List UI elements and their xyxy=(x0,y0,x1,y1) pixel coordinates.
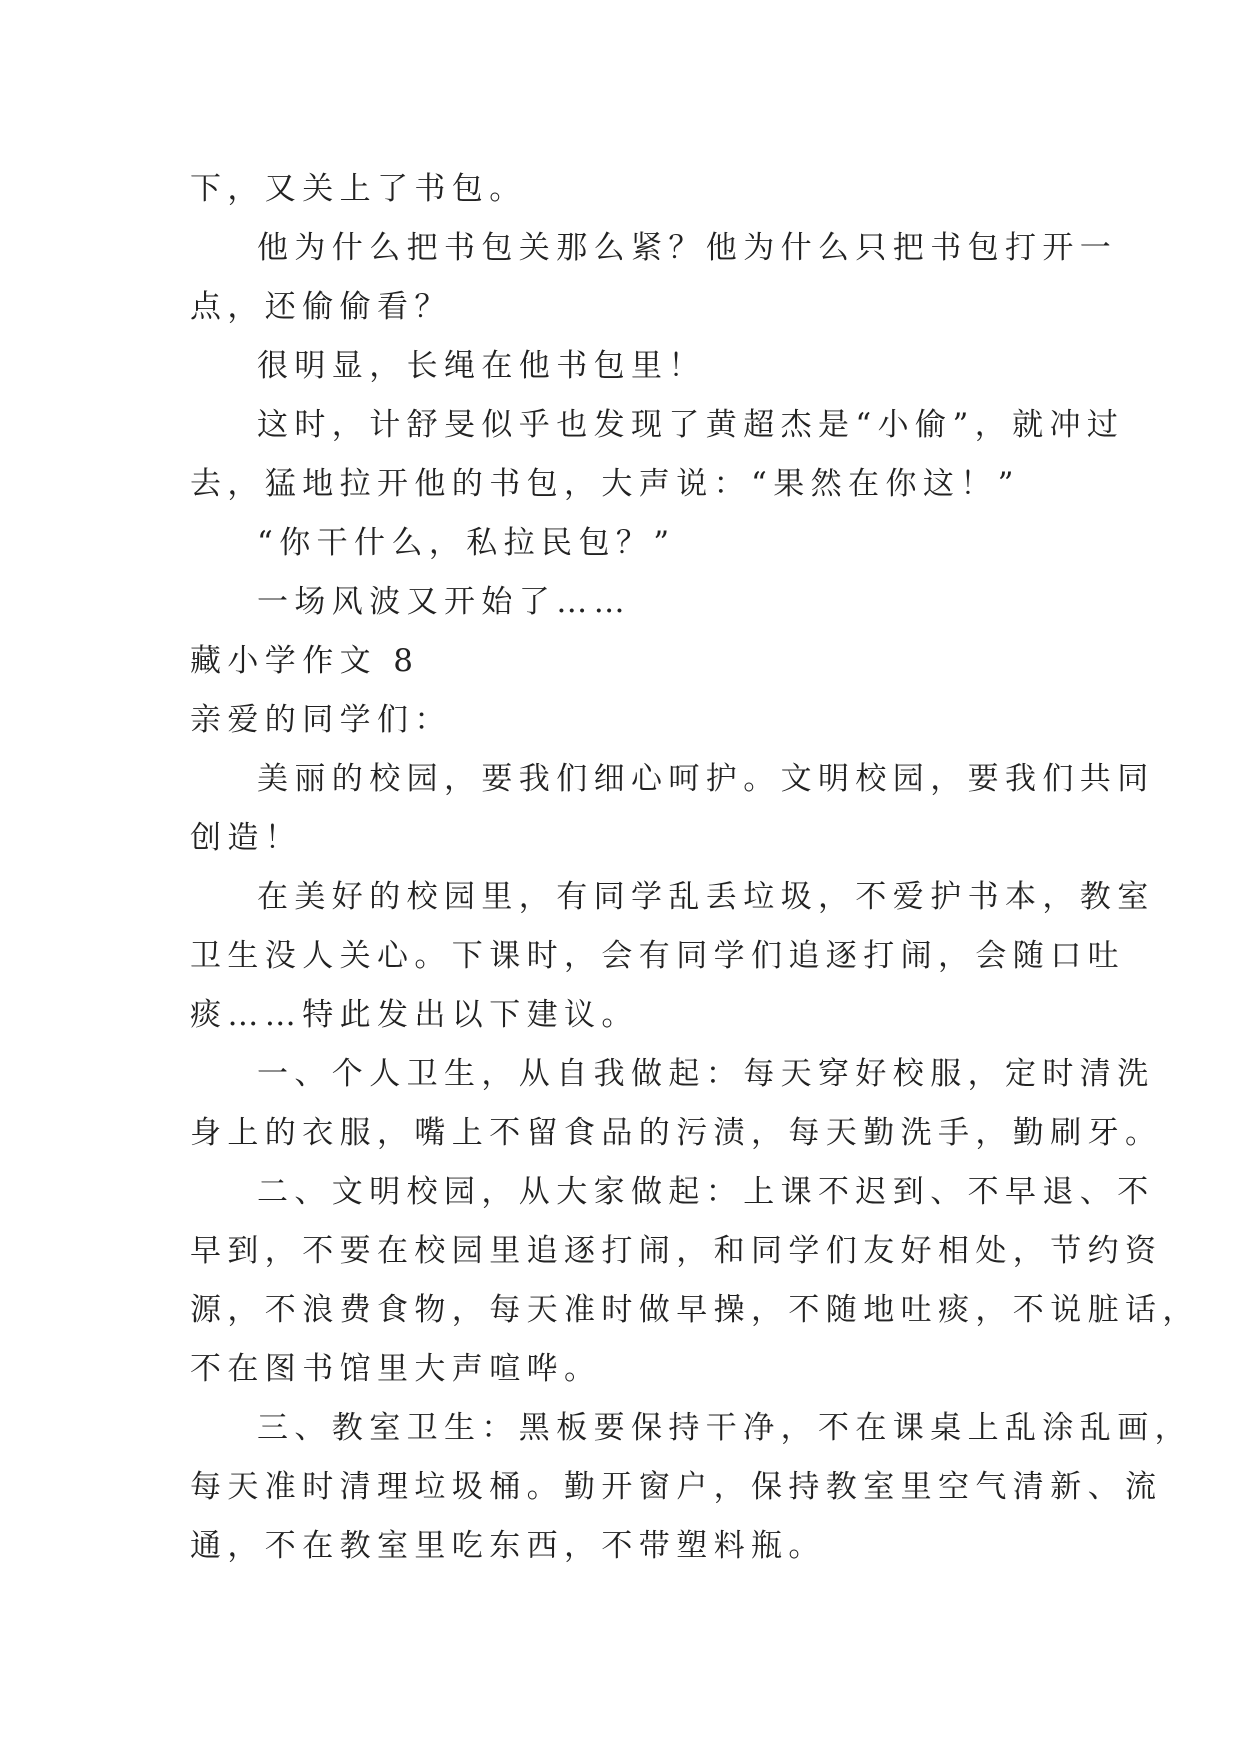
text-line: 身上的衣服，嘴上不留食品的污渍，每天勤洗手，勤刷牙。 xyxy=(190,1115,1163,1151)
text-line: 很明显，长绳在他书包里！ xyxy=(257,348,706,384)
text-line: 美丽的校园，要我们细心呵护。文明校园，要我们共同 xyxy=(257,761,1155,797)
text-line: 每天准时清理垃圾桶。勤开窗户，保持教室里空气清新、流 xyxy=(190,1469,1163,1505)
text-line: 这时，计舒旻似乎也发现了黄超杰是“小偷”，就冲过 xyxy=(257,407,1125,443)
text-line: 一、个人卫生，从自我做起：每天穿好校服，定时清洗 xyxy=(257,1056,1155,1092)
text-line: 创造！ xyxy=(190,820,303,856)
text-line: 早到，不要在校园里追逐打闹，和同学们友好相处，节约资 xyxy=(190,1233,1163,1269)
text-line: 下，又关上了书包。 xyxy=(190,171,527,207)
text-line: 一场风波又开始了…… xyxy=(257,584,631,620)
text-line: 去，猛地拉开他的书包，大声说：“果然在你这！” xyxy=(190,466,1020,502)
document-body xyxy=(190,160,1200,1576)
text-line: “你干什么，私拉民包？” xyxy=(257,525,676,561)
text-line: 卫生没人关心。下课时，会有同学们追逐打闹，会随口吐 xyxy=(190,938,1125,974)
text-line: 源，不浪费食物，每天准时做早操，不随地吐痰，不说脏话， xyxy=(190,1292,1200,1328)
text-line: 痰……特此发出以下建议。 xyxy=(190,997,639,1033)
salutation: 亲爱的同学们： xyxy=(190,702,452,738)
text-line: 他为什么把书包关那么紧？他为什么只把书包打开一 xyxy=(257,230,1118,266)
text-line: 点，还偷偷看？ xyxy=(190,289,452,325)
text-line: 三、教室卫生：黑板要保持干净，不在课桌上乱涂乱画， xyxy=(257,1410,1192,1446)
text-line: 不在图书馆里大声喧哗。 xyxy=(190,1351,602,1387)
text-line: 在美好的校园里，有同学乱丢垃圾，不爱护书本，教室 xyxy=(257,879,1155,915)
section-heading: 藏小学作文 8 xyxy=(190,643,420,679)
text-line: 二、文明校园，从大家做起：上课不迟到、不早退、不 xyxy=(257,1174,1155,1210)
text-line: 通，不在教室里吃东西，不带塑料瓶。 xyxy=(190,1528,826,1564)
